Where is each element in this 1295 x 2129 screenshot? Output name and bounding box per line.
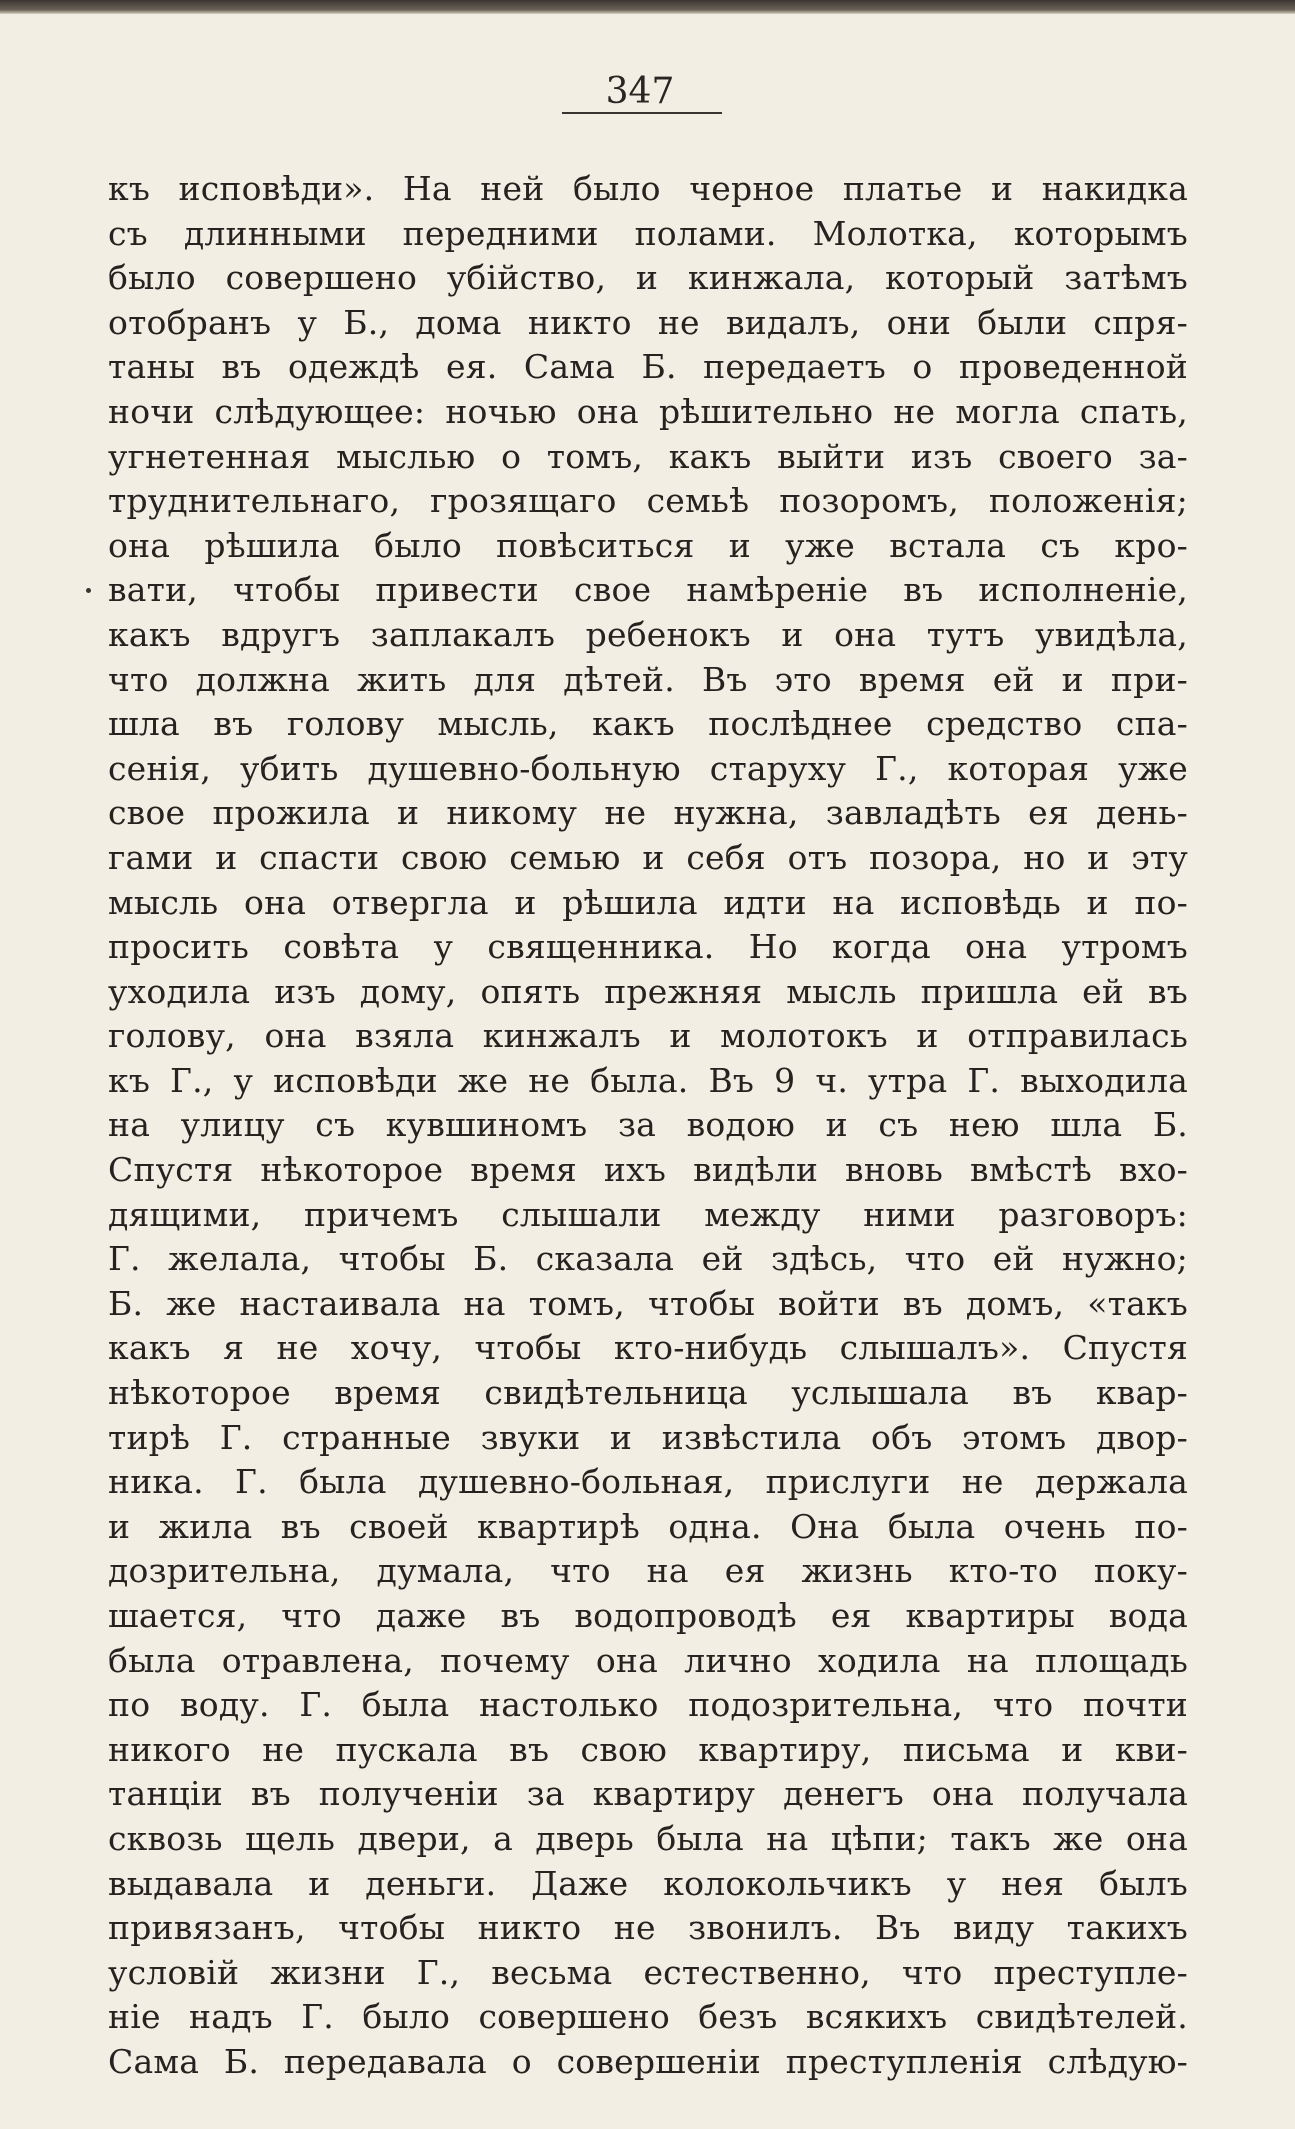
text-line: голову, она взяла кинжалъ и молотокъ и отправилась <box>108 1016 1188 1056</box>
text-line: ника. Г. была душевно-больная, прислуги не держала <box>108 1462 1188 1502</box>
text-line: и жила въ своей квартирѣ одна. Она была очень по- <box>108 1506 1188 1546</box>
text-line: было совершено убійство, и кинжала, который затѣмъ <box>108 258 1188 298</box>
text-line: нѣкоторое время свидѣтельница услышала въ квар- <box>108 1373 1188 1413</box>
text-line: Сама Б. передавала о совершеніи преступленія слѣдую- <box>108 2041 1188 2081</box>
text-line: угнетенная мыслью о томъ, какъ выйти изъ своего за- <box>108 436 1188 476</box>
text-line: на улицу съ кувшиномъ за водою и съ нею шла Б. <box>108 1105 1188 1145</box>
text-line: просить совѣта у священника. Но когда она утромъ <box>108 927 1188 967</box>
text-line: мысль она отвергла и рѣшила идти на исповѣдь и по- <box>108 882 1188 922</box>
margin-mark <box>86 588 91 593</box>
text-line: труднительнаго, грозящаго семьѣ позоромъ, положенія; <box>108 481 1188 521</box>
text-line: ніе надъ Г. было совершено безъ всякихъ свидѣтелей. <box>108 1997 1188 2037</box>
text-line: она рѣшила было повѣситься и уже встала съ кро- <box>108 525 1188 565</box>
body-text <box>108 167 1188 2085</box>
scan-top-edge <box>0 0 1295 14</box>
text-line: что должна жить для дѣтей. Въ это время ей и при- <box>108 659 1188 699</box>
text-line: сквозь щель двери, а дверь была на цѣпи; такъ же она <box>108 1818 1188 1858</box>
text-line: свое прожила и никому не нужна, завладѣть ея день- <box>108 793 1188 833</box>
text-line: была отравлена, почему она лично ходила на площадь <box>108 1640 1188 1680</box>
text-line: къ исповѣди». На ней было черное платье и накидка <box>108 169 1188 208</box>
book-page <box>0 14 1295 2129</box>
text-line: Б. же настаивала на томъ, чтобы войти въ домъ, «такъ <box>108 1283 1188 1323</box>
text-line: выдавала и деньги. Даже колокольчикъ у нея былъ <box>108 1863 1188 1903</box>
text-line: сенія, убить душевно-больную старуху Г., которая уже <box>108 748 1188 788</box>
text-line: гами и спасти свою семью и себя отъ позора, но и эту <box>108 837 1188 877</box>
text-line: никого не пускала въ свою квартиру, письма и кви- <box>108 1729 1188 1769</box>
text-line: дящими, причемъ слышали между ними разговоръ: <box>108 1194 1188 1234</box>
text-line: по воду. Г. была настолько подозрительна, что почти <box>108 1685 1188 1725</box>
text-line: шла въ голову мысль, какъ послѣднее средство спа- <box>108 704 1188 744</box>
text-line: Спустя нѣкоторое время ихъ видѣли вновь вмѣстѣ вхо- <box>108 1150 1188 1190</box>
text-line: вати, чтобы привести свое намѣреніе въ исполненіе, <box>108 570 1188 610</box>
text-line: таны въ одеждѣ ея. Сама Б. передаетъ о проведенной <box>108 347 1188 387</box>
text-line: къ Г., у исповѣди же не была. Въ 9 ч. утра Г. выходила <box>108 1060 1188 1100</box>
text-line: какъ я не хочу, чтобы кто-нибудь слышалъ». Спустя <box>108 1328 1188 1368</box>
text-line: Г. желала, чтобы Б. сказала ей здѣсь, что ей нужно; <box>108 1239 1188 1279</box>
text-line: дозрительна, думала, что на ея жизнь кто-то поку- <box>108 1551 1188 1591</box>
text-line: какъ вдругъ заплакалъ ребенокъ и она тутъ увидѣла, <box>108 614 1188 654</box>
text-line: танціи въ полученіи за квартиру денегъ она получала <box>108 1774 1188 1814</box>
page-number-rule <box>562 112 722 114</box>
text-line: ночи слѣдующее: ночью она рѣшительно не могла спать, <box>108 391 1188 431</box>
text-line: условій жизни Г., весьма естественно, что преступле- <box>108 1952 1188 1992</box>
text-line: шается, что даже въ водопроводѣ ея квартиры вода <box>108 1596 1188 1635</box>
text-line: съ длинными передними полами. Молотка, которымъ <box>108 213 1188 253</box>
text-line: тирѣ Г. странные звуки и извѣстила объ этомъ двор- <box>108 1417 1188 1457</box>
text-line: уходила изъ дому, опять прежняя мысль пришла ей въ <box>108 971 1188 1011</box>
page-number: 347 <box>605 71 675 112</box>
text-line: отобранъ у Б., дома никто не видалъ, они были спря- <box>108 302 1188 342</box>
text-line: привязанъ, чтобы никто не звонилъ. Въ виду такихъ <box>108 1908 1188 1948</box>
